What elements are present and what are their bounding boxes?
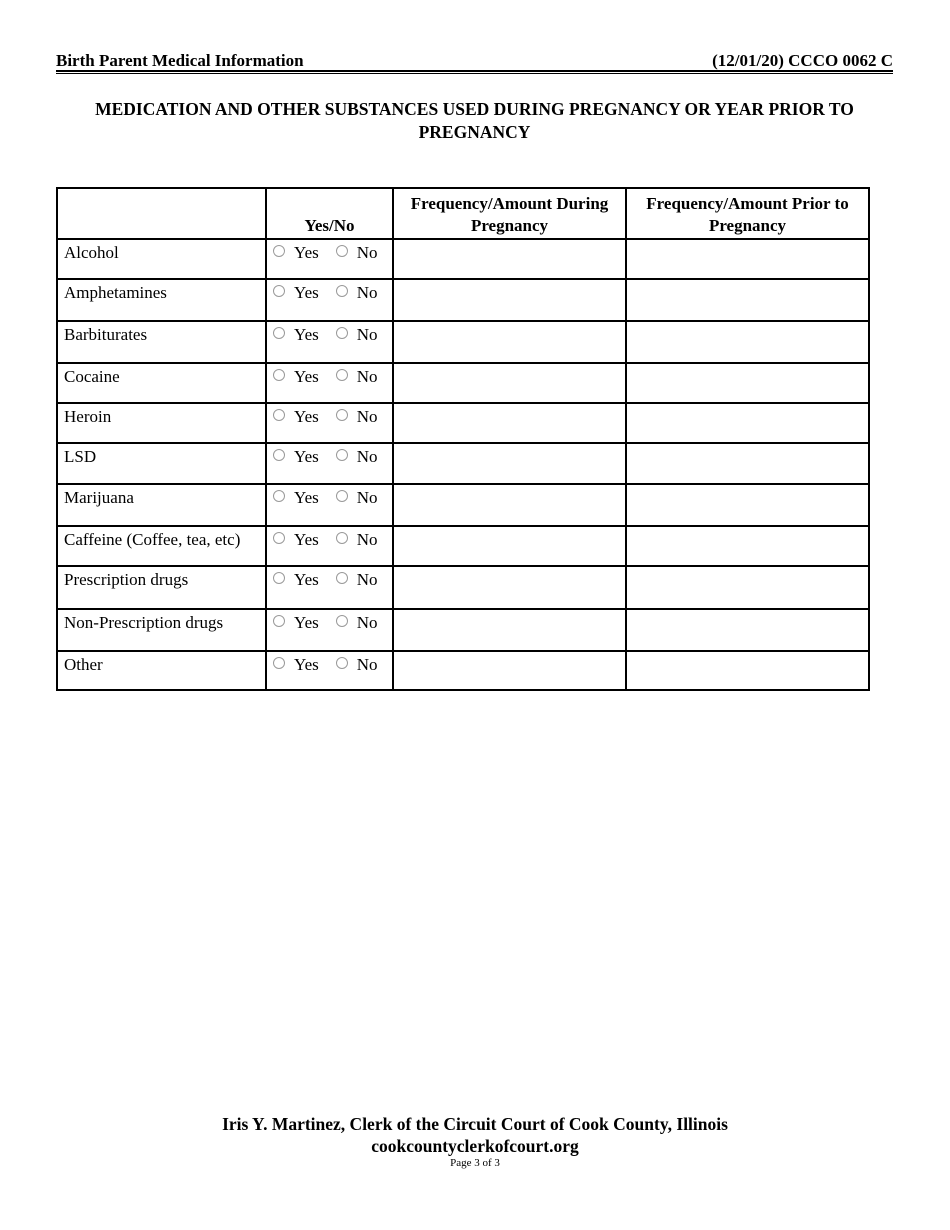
no-radio[interactable] (336, 572, 348, 584)
yes-radio[interactable] (273, 409, 285, 421)
table-row (57, 239, 869, 279)
table-row (57, 403, 869, 443)
during-pregnancy-field[interactable] (393, 363, 626, 403)
yes-label: Yes (294, 655, 319, 674)
prior-pregnancy-field[interactable] (626, 609, 869, 651)
no-label: No (356, 367, 378, 386)
substance-label: Cocaine (57, 363, 266, 403)
yes-no-cell (266, 609, 393, 651)
yes-no-cell (266, 526, 393, 566)
yes-option[interactable] (273, 446, 319, 468)
yes-radio[interactable] (273, 285, 285, 297)
table-row (57, 526, 869, 566)
yes-no-cell (266, 566, 393, 609)
no-radio[interactable] (336, 615, 348, 627)
during-pregnancy-field[interactable] (393, 484, 626, 526)
during-pregnancy-field[interactable] (393, 526, 626, 566)
yes-label: Yes (294, 570, 319, 589)
yes-option[interactable] (273, 242, 319, 264)
no-label: No (356, 243, 378, 262)
form-title: Birth Parent Medical Information (56, 51, 304, 70)
no-option[interactable] (336, 324, 378, 346)
substance-label: Barbiturates (57, 321, 266, 363)
yes-no-cell (266, 651, 393, 690)
prior-pregnancy-field[interactable] (626, 443, 869, 484)
prior-pregnancy-field[interactable] (626, 651, 869, 690)
table-row (57, 651, 869, 690)
substance-label: Amphetamines (57, 279, 266, 321)
column-header-substance (57, 188, 266, 239)
no-option[interactable] (336, 242, 378, 264)
page-number: Page 3 of 3 (450, 1157, 500, 1169)
yes-option[interactable] (273, 529, 319, 551)
during-pregnancy-field[interactable] (393, 321, 626, 363)
yes-label: Yes (294, 325, 319, 344)
during-pregnancy-field[interactable] (393, 651, 626, 690)
prior-pregnancy-field[interactable] (626, 526, 869, 566)
during-pregnancy-field[interactable] (393, 239, 626, 279)
no-radio[interactable] (336, 369, 348, 381)
substance-table (56, 187, 870, 691)
table-row (57, 443, 869, 484)
yes-label: Yes (294, 367, 319, 386)
no-label: No (356, 407, 378, 426)
prior-pregnancy-field[interactable] (626, 363, 869, 403)
table-row (57, 484, 869, 526)
prior-pregnancy-field[interactable] (626, 321, 869, 363)
yes-label: Yes (294, 613, 319, 632)
yes-label: Yes (294, 447, 319, 466)
yes-option[interactable] (273, 654, 319, 676)
no-radio[interactable] (336, 245, 348, 257)
no-label: No (356, 325, 378, 344)
page-footer (0, 1113, 950, 1169)
substance-label: Prescription drugs (57, 566, 266, 609)
no-option[interactable] (336, 406, 378, 428)
prior-pregnancy-field[interactable] (626, 403, 869, 443)
yes-option[interactable] (273, 406, 319, 428)
page-header (56, 52, 893, 72)
substance-label: Marijuana (57, 484, 266, 526)
no-radio[interactable] (336, 532, 348, 544)
yes-no-cell (266, 443, 393, 484)
during-pregnancy-field[interactable] (393, 566, 626, 609)
no-label: No (356, 530, 378, 549)
form-code: (12/01/20) CCCO 0062 C (712, 51, 893, 70)
no-label: No (356, 447, 378, 466)
during-pregnancy-field[interactable] (393, 443, 626, 484)
yes-option[interactable] (273, 366, 319, 388)
substance-label: Non-Prescription drugs (57, 609, 266, 651)
no-radio[interactable] (336, 327, 348, 339)
table-row (57, 363, 869, 403)
table-row (57, 566, 869, 609)
yes-label: Yes (294, 283, 319, 302)
no-label: No (356, 655, 378, 674)
prior-pregnancy-field[interactable] (626, 239, 869, 279)
no-option[interactable] (336, 487, 378, 509)
prior-pregnancy-field[interactable] (626, 484, 869, 526)
yes-label: Yes (294, 488, 319, 507)
column-header-prior: Frequency/Amount Prior to Pregnancy (626, 188, 869, 239)
substance-label: Other (57, 651, 266, 690)
table-row (57, 609, 869, 651)
clerk-name: Iris Y. Martinez, Clerk of the Circuit Court of Cook County, Illinois (222, 1114, 728, 1134)
yes-radio[interactable] (273, 369, 285, 381)
column-header-yes-no: Yes/No (266, 188, 393, 239)
substance-label: LSD (57, 443, 266, 484)
yes-option[interactable] (273, 612, 319, 634)
no-option[interactable] (336, 366, 378, 388)
column-header-during: Frequency/Amount During Pregnancy (393, 188, 626, 239)
substance-label: Caffeine (Coffee, tea, etc) (57, 526, 266, 566)
during-pregnancy-field[interactable] (393, 279, 626, 321)
yes-label: Yes (294, 243, 319, 262)
yes-no-cell (266, 321, 393, 363)
yes-radio[interactable] (273, 490, 285, 502)
no-radio[interactable] (336, 490, 348, 502)
no-option[interactable] (336, 446, 378, 468)
no-option[interactable] (336, 612, 378, 634)
no-option[interactable] (336, 654, 378, 676)
yes-radio[interactable] (273, 572, 285, 584)
prior-pregnancy-field[interactable] (626, 566, 869, 609)
yes-option[interactable] (273, 324, 319, 346)
yes-radio[interactable] (273, 327, 285, 339)
no-option[interactable] (336, 282, 378, 304)
substance-label: Heroin (57, 403, 266, 443)
yes-radio[interactable] (273, 449, 285, 461)
yes-no-cell (266, 239, 393, 279)
no-option[interactable] (336, 529, 378, 551)
yes-radio[interactable] (273, 245, 285, 257)
yes-option[interactable] (273, 569, 319, 591)
yes-no-cell (266, 279, 393, 321)
no-radio[interactable] (336, 285, 348, 297)
website-link[interactable]: cookcountyclerkofcourt.org (371, 1136, 579, 1156)
no-label: No (356, 488, 378, 507)
yes-label: Yes (294, 530, 319, 549)
yes-radio[interactable] (273, 615, 285, 627)
yes-option[interactable] (273, 282, 319, 304)
table-header-row (57, 188, 869, 239)
table-row (57, 321, 869, 363)
section-title: MEDICATION AND OTHER SUBSTANCES USED DURING PREGNANCY OR YEAR PRIOR TO PREGNANCY (95, 99, 854, 142)
no-radio[interactable] (336, 409, 348, 421)
yes-option[interactable] (273, 487, 319, 509)
no-label: No (356, 570, 378, 589)
yes-no-cell (266, 403, 393, 443)
yes-radio[interactable] (273, 657, 285, 669)
during-pregnancy-field[interactable] (393, 609, 626, 651)
table-body (57, 239, 869, 690)
yes-no-cell (266, 484, 393, 526)
prior-pregnancy-field[interactable] (626, 279, 869, 321)
during-pregnancy-field[interactable] (393, 403, 626, 443)
no-label: No (356, 613, 378, 632)
table-row (57, 279, 869, 321)
no-label: No (356, 283, 378, 302)
substance-label: Alcohol (57, 239, 266, 279)
no-option[interactable] (336, 569, 378, 591)
yes-no-cell (266, 363, 393, 403)
no-radio[interactable] (336, 449, 348, 461)
yes-label: Yes (294, 407, 319, 426)
yes-radio[interactable] (273, 532, 285, 544)
no-radio[interactable] (336, 657, 348, 669)
